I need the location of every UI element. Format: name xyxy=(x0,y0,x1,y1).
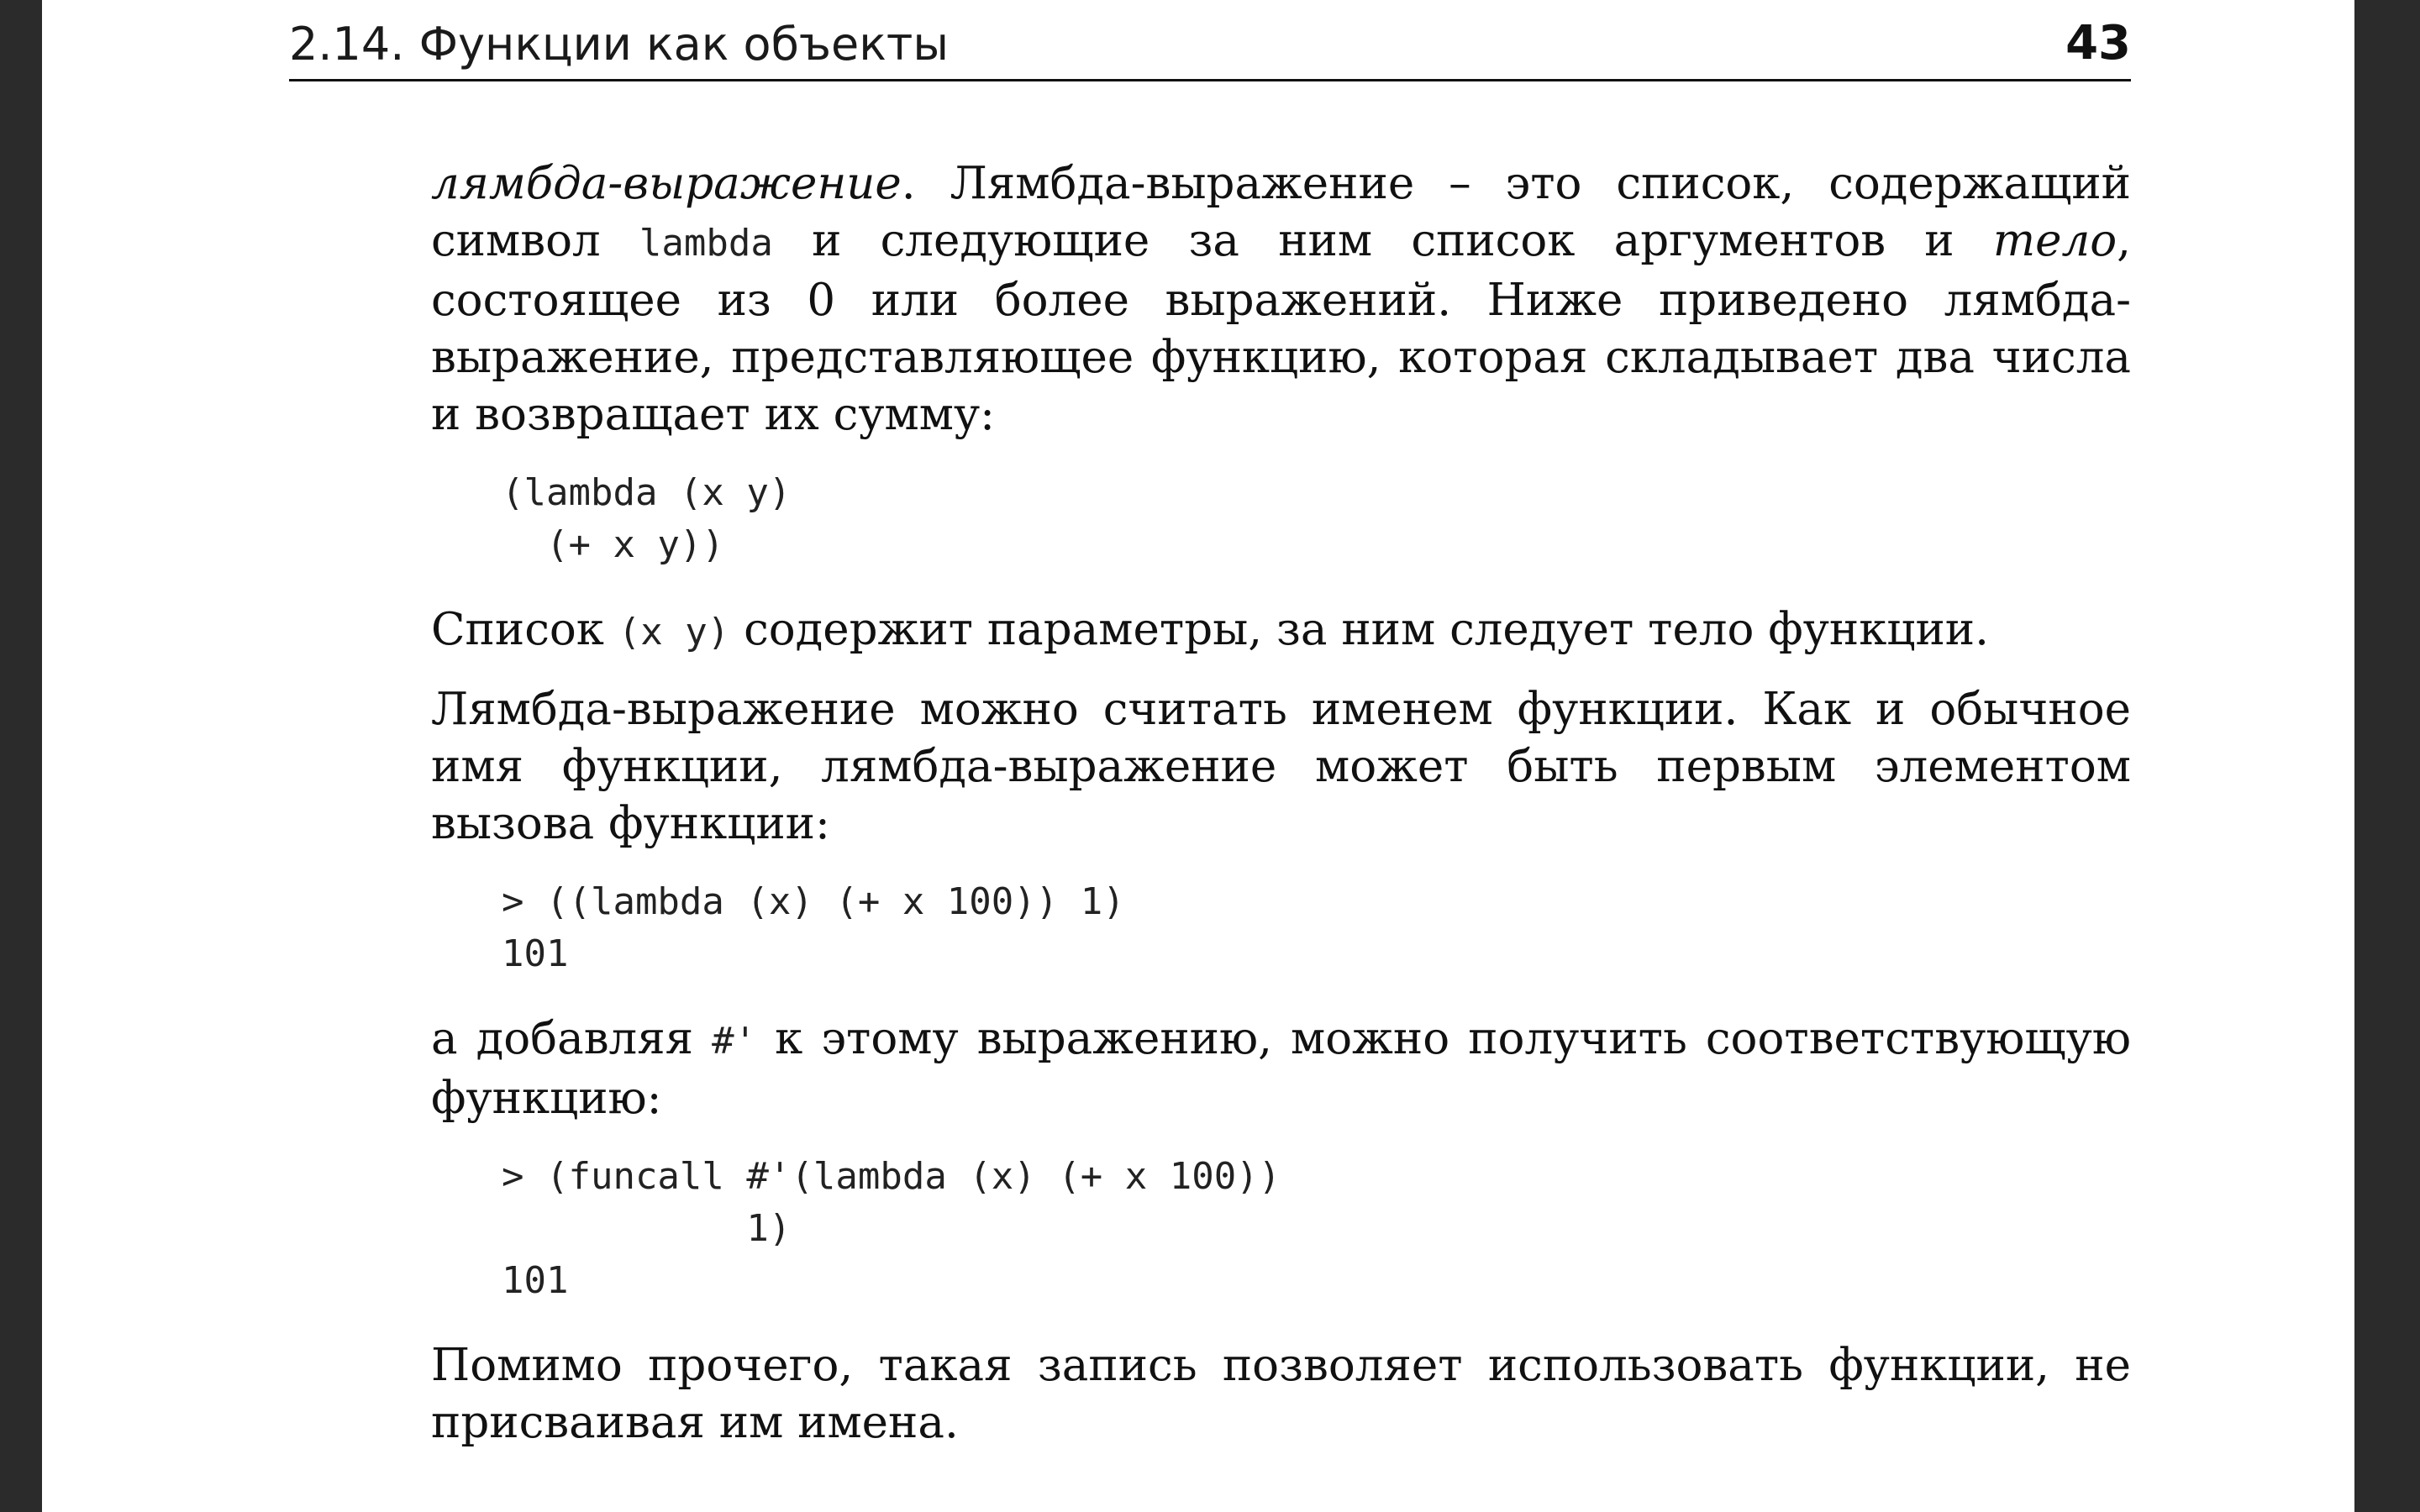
paragraph-params xyxy=(431,601,2131,661)
document-page xyxy=(42,0,2354,1512)
inline-code-sharp-quote: #' xyxy=(712,1020,757,1063)
paragraph-lambda-as-name: Лямбда-выражение можно считать именем функции. Как и обычное имя функции, лямбда-выражение может быть первым элементом вызова функции: xyxy=(431,684,2131,849)
paragraph-sharp-quote xyxy=(431,1011,2131,1127)
inline-code-params: (x y) xyxy=(618,611,730,654)
paragraph-anonymous: Помимо прочего, такая запись позволяет использовать функции, не присваивая им имена. xyxy=(431,1340,2131,1448)
paragraph-lambda-definition xyxy=(431,155,2131,444)
text-fragment: к этому выражению, можно получить соответствующую функцию: xyxy=(431,1013,2131,1124)
code-block-call: > ((lambda (x) (+ x 100)) 1) 101 xyxy=(502,880,1125,975)
page-number: 43 xyxy=(2065,16,2131,71)
inline-code-lambda: lambda xyxy=(639,222,773,265)
text-fragment: . Лямбда-выражение – это список, содержащий символ xyxy=(431,158,2131,266)
text-fragment: содержит параметры, за ним следует тело функции. xyxy=(729,604,1989,655)
running-header xyxy=(289,8,2131,81)
page-body xyxy=(431,155,2131,1452)
term-lambda-expression: лямбда-выражение xyxy=(431,158,902,209)
text-fragment: и следующие за ним список аргументов и xyxy=(772,215,1993,266)
code-block-lambda: (lambda (x y) (+ x y)) xyxy=(502,471,792,566)
text-fragment: а добавляя xyxy=(431,1013,713,1064)
section-title: 2.14. Функции как объекты xyxy=(289,18,949,71)
term-body: тело xyxy=(1992,215,2118,266)
text-fragment: , состоящее из 0 или более выражений. Ниже приведено лямбда-выражение, представляющее функцию, которая складывает два числа и возвращает их сумму: xyxy=(431,215,2131,440)
text-fragment: Список xyxy=(431,604,618,655)
code-block-funcall: > (funcall #'(lambda (x) (+ x 100)) 1) 101 xyxy=(502,1155,1281,1302)
